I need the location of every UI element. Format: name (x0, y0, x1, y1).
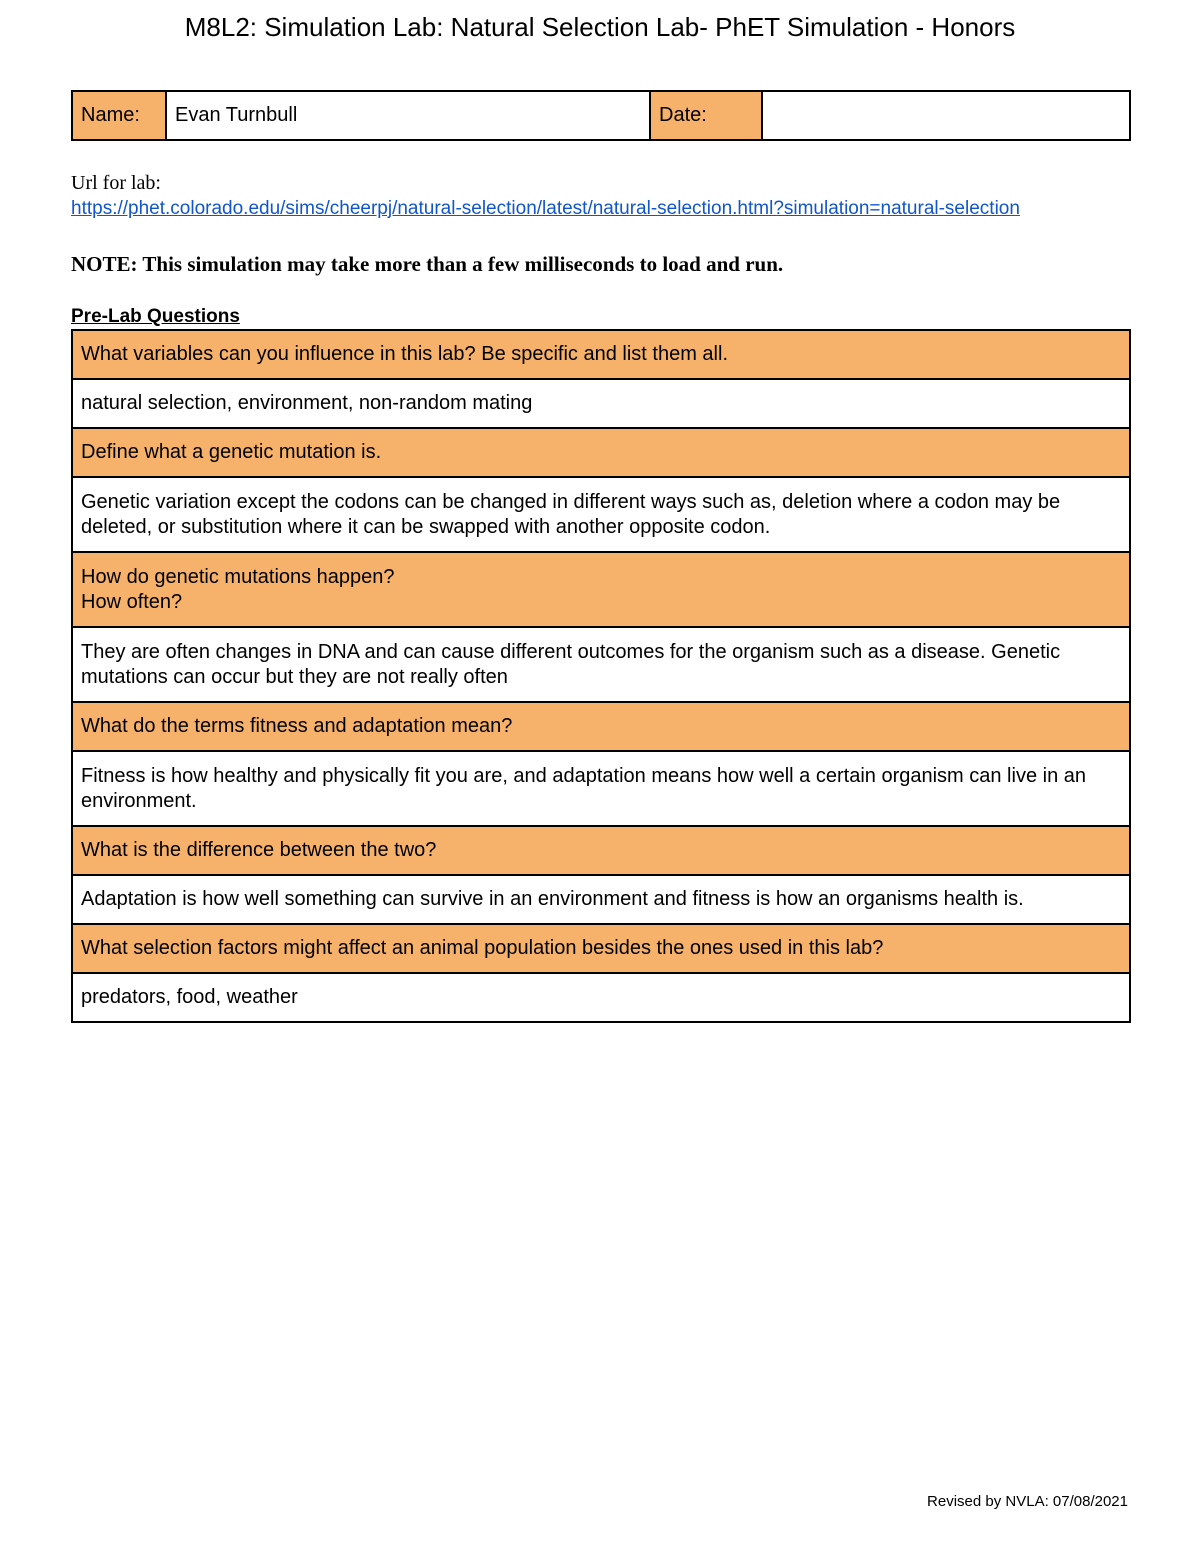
url-label: Url for lab: (71, 172, 161, 194)
question-1: What variables can you influence in this lab? Be specific and list them all. (73, 331, 1129, 380)
prelab-heading: Pre-Lab Questions (71, 306, 240, 327)
answer-6[interactable]: predators, food, weather (73, 974, 1129, 1021)
answer-3[interactable]: They are often changes in DNA and can cause different outcomes for the organism such as a disease. Genetic mutations can occur but they are not really often (73, 628, 1129, 703)
question-4: What do the terms fitness and adaptation mean? (73, 703, 1129, 752)
name-field[interactable]: Evan Turnbull (167, 92, 651, 139)
student-info-table (71, 90, 1131, 141)
date-label: Date: (651, 92, 763, 139)
answer-2[interactable]: Genetic variation except the codons can be changed in different ways such as, deletion where a codon may be deleted, or substitution where it can be swapped with another opposite codon. (73, 478, 1129, 553)
lab-url-link[interactable]: https://phet.colorado.edu/sims/cheerpj/natural-selection/latest/natural-selection.html?simulation=natural-selection (71, 198, 1020, 219)
page-title: M8L2: Simulation Lab: Natural Selection Lab- PhET Simulation - Honors (184, 12, 1016, 42)
question-3: How do genetic mutations happen? How often? (73, 553, 1129, 628)
load-time-note: NOTE: This simulation may take more than a few milliseconds to load and run. (71, 252, 784, 276)
answer-1[interactable]: natural selection, environment, non-random mating (73, 380, 1129, 429)
revision-footer: Revised by NVLA: 07/08/2021 (927, 1493, 1128, 1510)
question-6: What selection factors might affect an animal population besides the ones used in this lab? (73, 925, 1129, 974)
question-5: What is the difference between the two? (73, 827, 1129, 876)
prelab-questions-table (71, 329, 1131, 1023)
answer-4[interactable]: Fitness is how healthy and physically fit you are, and adaptation means how well a certain organism can live in an environment. (73, 752, 1129, 827)
answer-5[interactable]: Adaptation is how well something can survive in an environment and fitness is how an organisms health is. (73, 876, 1129, 925)
question-2: Define what a genetic mutation is. (73, 429, 1129, 478)
date-field[interactable] (763, 92, 1129, 139)
name-label: Name: (73, 92, 167, 139)
